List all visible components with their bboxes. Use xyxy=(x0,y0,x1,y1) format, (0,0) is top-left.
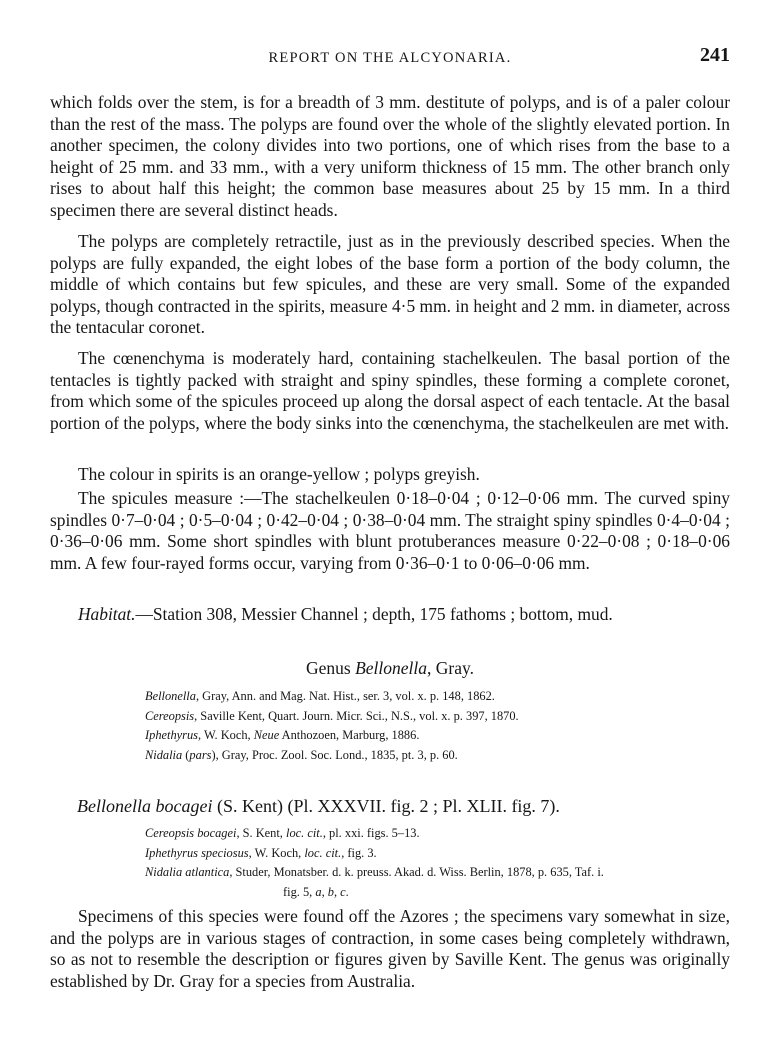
running-title: REPORT ON THE ALCYONARIA. xyxy=(268,50,512,66)
genus-name: Bellonella xyxy=(355,658,428,678)
synonymy-entry-continuation: fig. 5, a, b, c. xyxy=(283,884,349,899)
page-header xyxy=(50,44,730,74)
paragraph-colour: The colour in spirits is an orange-yellow ; polyps greyish. xyxy=(78,464,480,484)
synonymy-entry: Iphethyrus, W. Koch, Neue Anthozoen, Marburg, 1886. xyxy=(145,728,420,742)
paragraph-specimens: Specimens of this species were found off the Azores ; the specimens vary somewhat in size, and the polyps are in various stages of contraction, in some cases being completely withdrawn, so as not to resemble the description or figures given by Saville Kent. The genus was originally established by Dr. Gray for a species from Australia. xyxy=(50,906,730,991)
synonymy-entry: Cereopsis, Saville Kent, Quart. Journ. Micr. Sci., N.S., vol. x. p. 397, 1870. xyxy=(145,708,519,723)
paragraph-polyps: The polyps are completely retractile, just as in the previously described species. When the polyps are fully expanded, the eight lobes of the base form a portion of the body column, the middle of which contains but few spicules, and these are very small. Some of the expanded polyps, though contracted in the spirits, measure 4·5 mm. in height and 2 mm. in diameter, across the tentacular coronet. xyxy=(50,231,730,338)
synonymy-entry: Nidalia atlantica, Studer, Monatsber. d. k. preuss. Akad. d. Wiss. Berlin, 1878, p. 635, Taf. i. xyxy=(145,865,604,879)
species-name: Bellonella bocagei xyxy=(77,796,213,816)
synonymy-entry: Cereopsis bocagei, S. Kent, loc. cit., pl. xxi. figs. 5–13. xyxy=(145,826,420,840)
habitat-text: —Station 308, Messier Channel ; depth, 175 fathoms ; bottom, mud. xyxy=(135,604,613,624)
paragraph-habitat xyxy=(50,604,730,626)
synonymy-entry: Nidalia (pars), Gray, Proc. Zool. Soc. Lond., 1835, pt. 3, p. 60. xyxy=(145,747,458,762)
species-heading: Bellonella bocagei (S. Kent) (Pl. XXXVII. fig. 2 ; Pl. XLII. fig. 7). xyxy=(77,796,560,816)
paragraph-colony-description: which folds over the stem, is for a breadth of 3 mm. destitute of polyps, and is of a paler colour than the rest of the mass. The polyps are found over the whole of the slightly elevated portion. In another specimen, the colony divides into two portions, one of which rises from the base to a height of 25 mm. and 33 mm., with a very uniform thickness of 15 mm. The other branch only rises to about half this height; the common base measures about 25 by 15 mm. In a third specimen there are several distinct heads. xyxy=(50,92,730,220)
paragraph-spicules: The spicules measure :—The stachelkeulen 0·18–0·04 ; 0·12–0·06 mm. The curved spiny spindles 0·7–0·04 ; 0·5–0·04 ; 0·42–0·04 ; 0·38–0·04 mm. The straight spiny spindles 0·4–0·04 ; 0·36–0·06 mm. Some short spindles with blunt protuberances measure 0·22–0·08 ; 0·18–0·06 mm. A few four-rayed forms occur, varying from 0·36–0·1 to 0·06–0·06 mm. xyxy=(50,488,730,573)
genus-synonymy-list xyxy=(145,687,519,765)
genus-heading: Genus Bellonella, Gray. xyxy=(305,658,474,678)
habitat-label: Habitat. xyxy=(78,604,136,624)
species-synonymy-list xyxy=(145,824,604,902)
paragraph-coenenchyma: The cœnenchyma is moderately hard, containing stachelkeulen. The basal portion of the tentacles is tightly packed with straight and spiny spindles, these forming a complete coronet, from which some of the spicules proceed up along the dorsal aspect of each tentacle. At the basal portion of the polyps, where the body sinks into the cœnenchyma, the stachelkeulen are met with. xyxy=(50,348,730,433)
synonymy-entry: Bellonella, Gray, Ann. and Mag. Nat. Hist., ser. 3, vol. x. p. 148, 1862. xyxy=(145,689,495,703)
page-number: 241 xyxy=(700,44,730,66)
synonymy-entry: Iphethyrus speciosus, W. Koch, loc. cit., fig. 3. xyxy=(145,845,377,860)
